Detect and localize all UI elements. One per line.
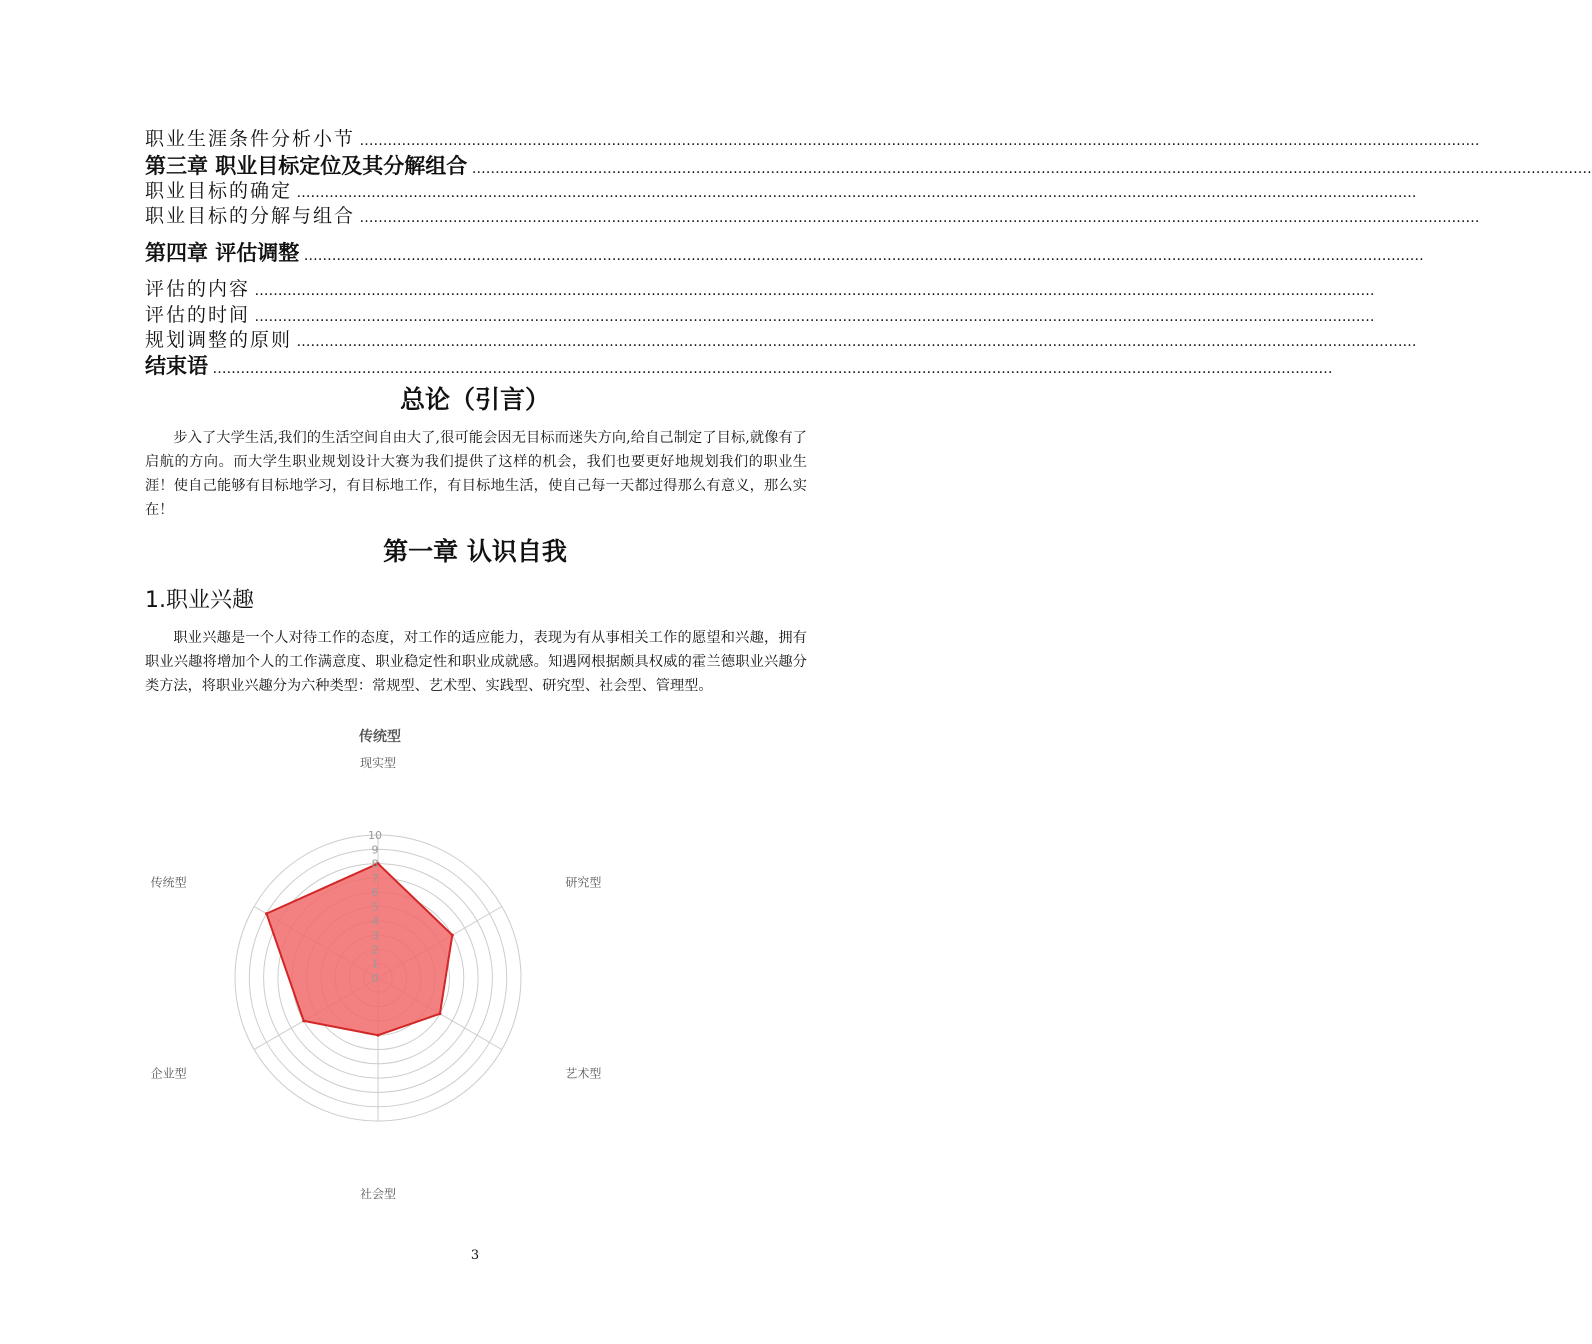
chart-title: 传统型 (359, 729, 401, 745)
toc-leader-dots: …………………………………………………………………………………………………………………………………………………………………………………………………………………… (250, 309, 1375, 325)
toc-entry-label: 职业目标的确定 (145, 180, 293, 202)
intro-title: 总论（引言） (399, 385, 550, 414)
category-label: 艺术型 (565, 1066, 602, 1081)
toc-leader-dots: …………………………………………………………………………………………………………………………………………………………………………………………………………………… (292, 334, 1417, 350)
toc-entry-label: 规划调整的原则 (145, 329, 293, 351)
category-label: 传统型 (150, 875, 187, 890)
radar-chart (0, 720, 950, 1240)
scale-label: 10 (368, 829, 382, 842)
page-number: 3 (470, 1248, 480, 1263)
toc-entry-label: 结束语 (145, 354, 208, 378)
toc-entry-label: 评估的内容 (145, 278, 251, 300)
toc-section-entry[interactable] (145, 124, 1480, 151)
data-point (438, 1012, 441, 1015)
scale-label: 3 (371, 929, 379, 943)
toc-leader-dots: …………………………………………………………………………………………………………………………………………………………………………………………………………………… (299, 248, 1424, 264)
data-point (377, 1034, 380, 1037)
scale-label: 9 (371, 843, 379, 857)
category-label: 研究型 (565, 875, 602, 890)
scale-label: 1 (371, 957, 379, 971)
toc-leader-dots: …………………………………………………………………………………………………………………………………………………………………………………………………………………… (250, 283, 1375, 299)
scale-label: 2 (371, 943, 379, 957)
toc-leader-dots: …………………………………………………………………………………………………………………………………………………………………………………………………………………… (292, 185, 1417, 201)
toc-entry-label: 第四章 评估调整 (145, 241, 300, 265)
toc-section-entry[interactable] (145, 201, 1480, 228)
category-label: 现实型 (359, 756, 397, 770)
category-label: 企业型 (150, 1066, 187, 1081)
scale-label: 4 (371, 914, 379, 928)
toc-section-entry[interactable] (145, 176, 1417, 203)
chapter-title: 第一章 认识自我 (383, 537, 567, 566)
data-point (265, 912, 268, 915)
toc-chapter-entry[interactable] (145, 237, 1424, 267)
toc-section-entry[interactable] (145, 325, 1417, 352)
toc-chapter-entry[interactable] (145, 350, 1333, 380)
toc-entry-label: 职业生涯条件分析小节 (145, 128, 356, 150)
section-paragraph: 职业兴趣是一个人对待工作的态度，对工作的适应能力，表现为有从事相关工作的愿望和兴趣，拥有职业兴趣将增加个人的工作满意度、职业稳定性和职业成就感。知遇网根据颇具权威的霍兰德职业兴趣分类方法，将职业兴趣分为六种类型：常规型、艺术型、实践型、研究型、社会型、管理型。 (145, 630, 807, 694)
toc-leader-dots: …………………………………………………………………………………………………………………………………………………………………………………………………………………… (467, 161, 1592, 177)
toc-leader-dots: …………………………………………………………………………………………………………………………………………………………………………………………………………………… (355, 133, 1480, 149)
category-label: 社会型 (359, 1187, 397, 1201)
scale-label: 5 (371, 900, 379, 914)
scale-label: 6 (371, 886, 379, 900)
toc-section-entry[interactable] (145, 274, 1375, 301)
toc-section-entry[interactable] (145, 300, 1375, 327)
section-title: 1.职业兴趣 (145, 588, 254, 613)
data-point (451, 934, 454, 937)
toc-leader-dots: …………………………………………………………………………………………………………………………………………………………………………………………………………………… (208, 361, 1333, 377)
toc-leader-dots: …………………………………………………………………………………………………………………………………………………………………………………………………………………… (355, 210, 1480, 226)
toc-entry-label: 评估的时间 (145, 304, 251, 326)
data-point (302, 1019, 305, 1022)
scale-label: 8 (371, 857, 379, 871)
toc-entry-label: 第三章 职业目标定位及其分解组合 (145, 154, 468, 178)
toc-entry-label: 职业目标的分解与组合 (145, 205, 356, 227)
intro-paragraph: 步入了大学生活,我们的生活空间自由大了,很可能会因无目标而迷失方向,给自己制定了目标,就像有了启航的方向。而大学生职业规划设计大赛为我们提供了这样的机会，我们也要更好地规划我们的职业生涯！使自己能够有目标地学习，有目标地工作，有目标地生活，使自己每一天都过得那么有意义，那么实在！ (145, 430, 807, 518)
scale-label: 0 (371, 972, 379, 985)
scale-label: 7 (371, 871, 379, 885)
